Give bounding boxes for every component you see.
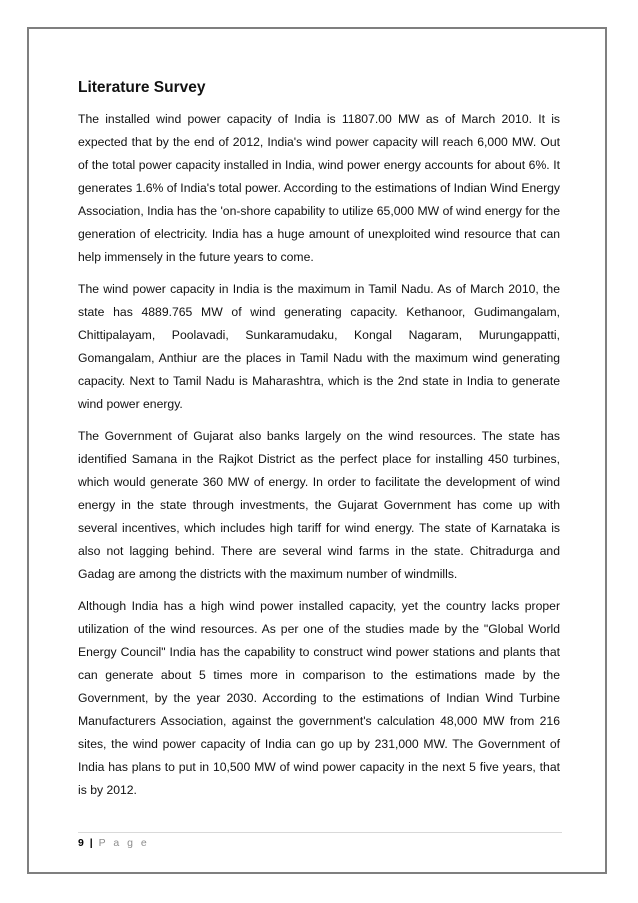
paragraph-tamil-nadu: The wind power capacity in India is the maximum in Tamil Nadu. As of March 2010, the state has 4889.765 MW of wind generating capacity. Kethanoor, Gudimangalam, Chittipalayam, Poolavadi, Sunkaramudaku, Kongal Nagaram, Murungappatti, Gomangalam, Anthiur are the places in Tamil Nadu with the maximum wind generating capacity. Next to Tamil Nadu is Maharashtra, which is the 2nd state in India to generate wind power energy. bbox=[78, 282, 560, 411]
page-label: P a g e bbox=[98, 837, 150, 849]
page-number: 9 bbox=[78, 837, 84, 849]
section-title: Literature Survey bbox=[78, 79, 206, 96]
footer-divider bbox=[78, 832, 562, 833]
page-footer bbox=[78, 836, 149, 850]
paragraph-utilization: Although India has a high wind power installed capacity, yet the country lacks proper utilization of the wind resources. As per one of the studies made by the "Global World Energy Council" India has the capability to construct wind power stations and plants that can generate about 5 times more in comparison to the estimations made by the Government, by the year 2030. According to the estimations of Indian Wind Turbine Manufacturers Association, against the government's calculation 48,000 MW from 216 sites, the wind power capacity of India can go up by 231,000 MW. The Government of India has plans to put in 10,500 MW of wind power capacity in the next 5 five years, that is by 2012. bbox=[78, 599, 560, 797]
paragraph-wind-capacity-overview: The installed wind power capacity of India is 11807.00 MW as of March 2010. It is expected that by the end of 2012, India's wind power capacity will reach 6,000 MW. Out of the total power capacity installed in India, wind power energy accounts for about 6%. It generates 1.6% of India's total power. According to the estimations of Indian Wind Energy Association, India has the 'on-shore capability to utilize 65,000 MW of wind energy for the generation of electricity. India has a huge amount of unexploited wind resource that can help immensely in the future years to come. bbox=[78, 112, 560, 264]
page-separator: | bbox=[89, 837, 93, 849]
document-body bbox=[78, 78, 560, 811]
paragraph-gujarat-karnataka: The Government of Gujarat also banks largely on the wind resources. The state has identified Samana in the Rajkot District as the perfect place for installing 450 turbines, which would generate 360 MW of energy. In order to facilitate the development of wind energy in the state through investments, the Gujarat Government has come up with several incentives, which includes high tariff for wind energy. The state of Karnataka is also not lagging behind. There are several wind farms in the state. Chitradurga and Gadag are among the districts with the maximum number of windmills. bbox=[78, 429, 560, 581]
